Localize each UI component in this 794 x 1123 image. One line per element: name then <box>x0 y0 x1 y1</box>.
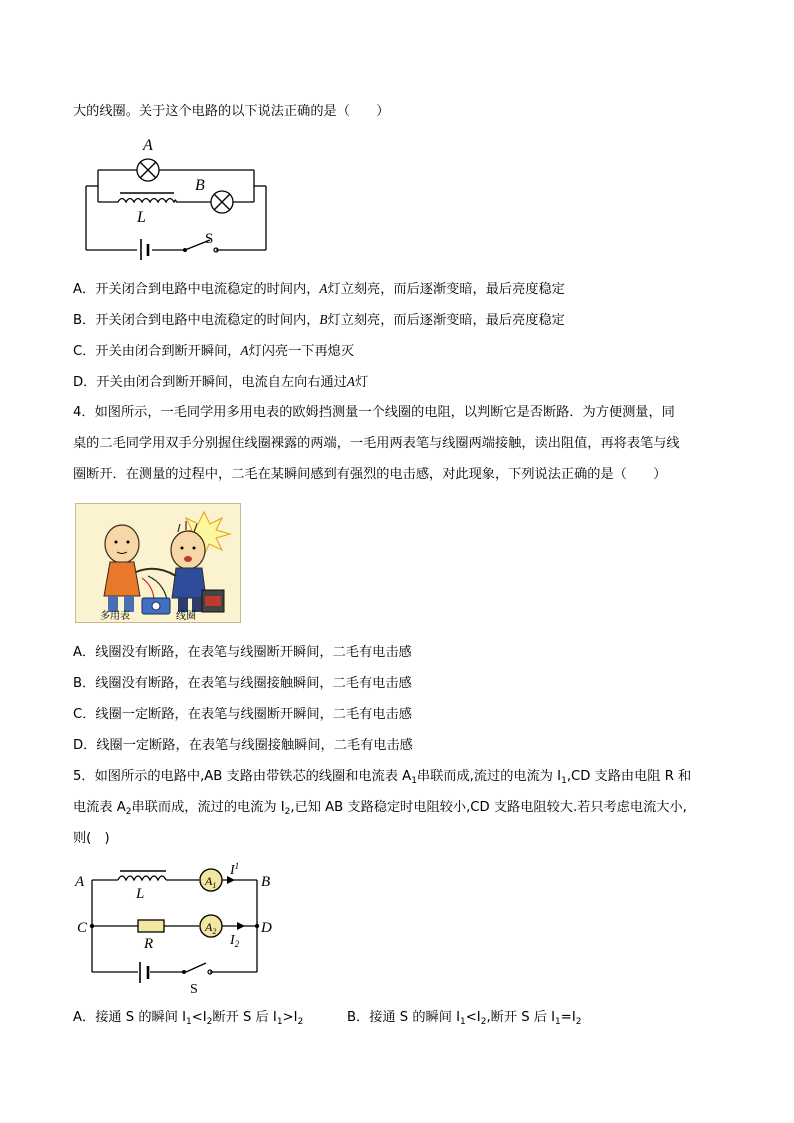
q5-stem-line-1: 5．如图所示的电路中,AB 支路由带铁芯的线圈和电流表 $A_1$串联而成,流过的电流为 $I_1,CD$ 支路由电阻 R 和 <box>73 769 692 786</box>
q3-stem-tail: 大的线圈。关于这个电路的以下说法正确的是（ ） <box>73 104 390 119</box>
q4-option-a: A．线圈没有断路，在表笔与线圈断开瞬间，二毛有电击感 <box>73 645 412 660</box>
current-i1-label: $I^1$ <box>230 862 240 878</box>
current-i2-label: $I_2$ <box>230 933 240 949</box>
lamp-a-label: A <box>143 137 153 154</box>
q3-option-c: C．开关由闭合到断开瞬间，A灯闪亮一下再熄灭 <box>73 343 355 359</box>
ammeter-a2-label: $A_2$ <box>205 920 217 936</box>
resistor-r-label: R <box>144 936 154 952</box>
q3-option-b: B．开关闭合到电路中电流稳定的时间内，B灯立刻亮，而后逐渐变暗，最后亮度稳定 <box>73 312 565 328</box>
q4-stem-line-3: 圈断开．在测量的过程中，二毛在某瞬间感到有强烈的电击感，对此现象，下列说法正确的是（ ） <box>73 467 667 482</box>
inductor-label: L <box>137 209 146 226</box>
node-c-label: C <box>77 920 88 936</box>
q4-stem-line-2: 桌的二毛同学用双手分别握住线圈裸露的两端，一毛用两表笔与线圈两端接触，读出阻值，再将表笔与线 <box>73 436 680 451</box>
q3-circuit-diagram <box>80 132 280 260</box>
node-d-label: D <box>261 920 272 936</box>
node-a-label: A <box>75 874 85 890</box>
q4-option-c: C．线圈一定断路，在表笔与线圈断开瞬间，二毛有电击感 <box>73 707 412 722</box>
switch-label: S <box>205 231 214 247</box>
q5-circuit-diagram <box>72 862 282 994</box>
inductor-l-label: L <box>136 886 145 902</box>
ammeter-a1-label: $A_1$ <box>205 874 217 890</box>
q5-stem-line-3: 则( ) <box>73 831 110 846</box>
lamp-b-label: B <box>195 177 205 194</box>
q5-option-a: A．接通 S 的瞬间 $I_1<I_2$断开 S 后 $I_1>I_2$ <box>73 1010 304 1027</box>
q5-option-b: B．接通 S 的瞬间 $I_1<I_2$,断开 S 后 $I_1=I_2$ <box>347 1010 582 1027</box>
q4-option-d: D．线圈一定断路，在表笔与线圈接触瞬间，二毛有电击感 <box>73 738 413 753</box>
q3-option-d: D．开关由闭合到断开瞬间，电流自左向右通过A灯 <box>73 374 369 390</box>
coil-label: 线圈 <box>176 611 196 622</box>
q4-stem-line-1: 4．如图所示，一毛同学用多用电表的欧姆挡测量一个线圈的电阻，以判断它是否断路．为方便测量，同 <box>73 405 675 420</box>
q4-option-b: B．线圈没有断路，在表笔与线圈接触瞬间，二毛有电击感 <box>73 676 412 691</box>
switch-s-label: S <box>190 982 198 994</box>
node-b-label: B <box>261 874 271 890</box>
q5-stem-line-2: 电流表 $A_2$串联而成，流过的电流为 $I_2$,已知 AB 支路稳定时电阻较小,CD 支路电阻较大.若只考虑电流大小, <box>73 800 687 817</box>
q4-cartoon-illustration <box>75 503 241 623</box>
meter-label: 多用表 <box>100 611 130 622</box>
q3-option-a: A．开关闭合到电路中电流稳定的时间内，A灯立刻亮，而后逐渐变暗，最后亮度稳定 <box>73 281 565 297</box>
